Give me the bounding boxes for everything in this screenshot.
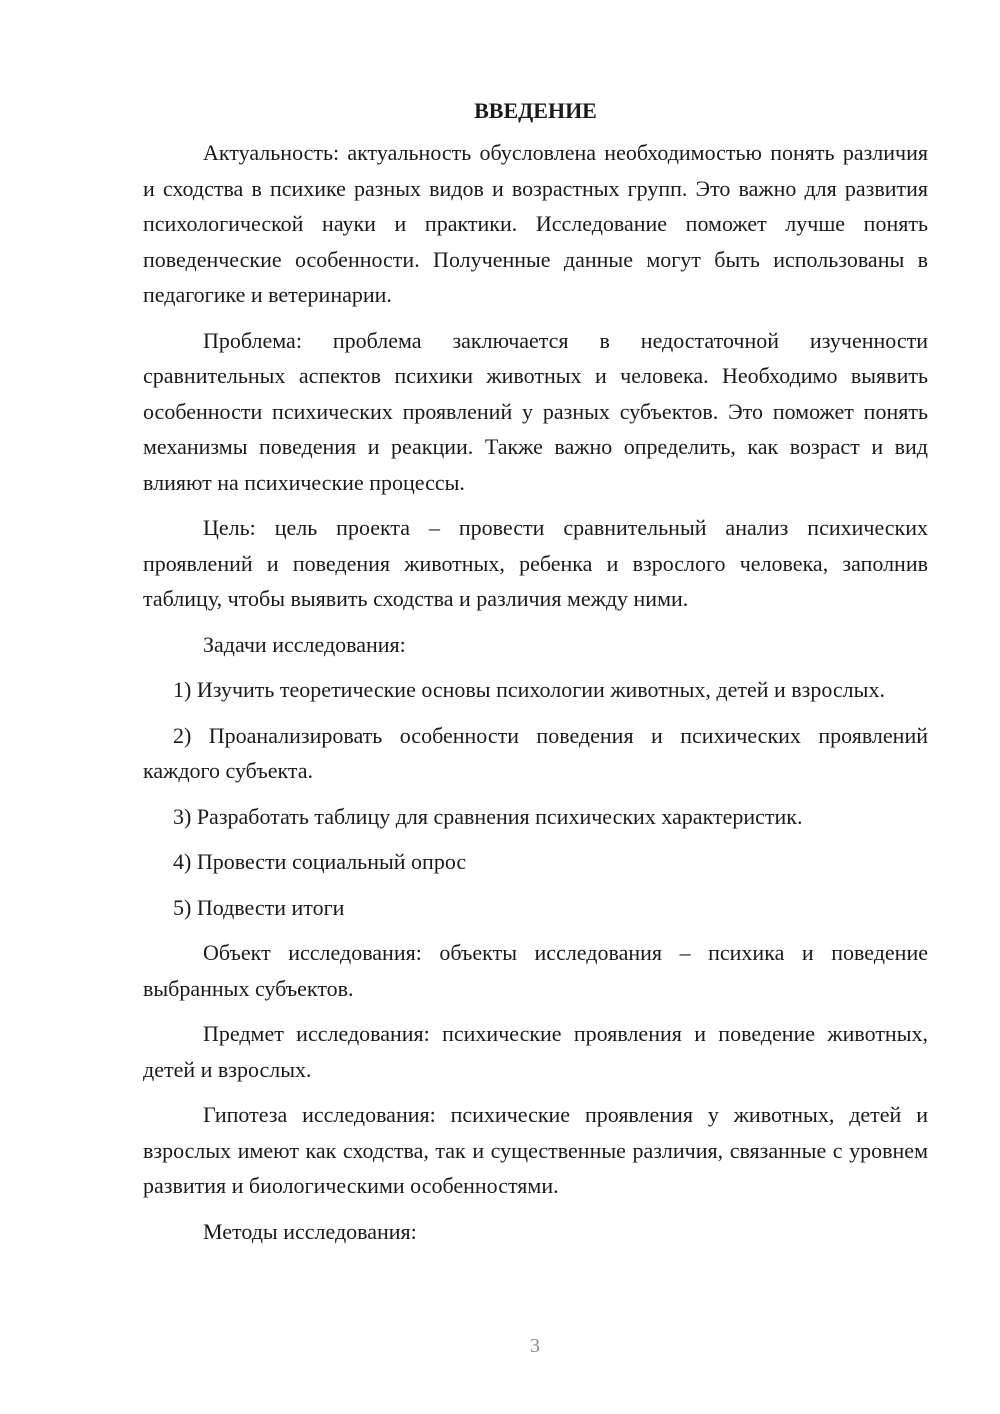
methods-label: Методы исследования: bbox=[203, 1218, 417, 1244]
object-paragraph: Объект исследования: объекты исследования – психика и поведение выбранных субъектов. bbox=[143, 940, 928, 1001]
tasks-label: Задачи исследования: bbox=[203, 631, 406, 657]
document-page bbox=[143, 93, 928, 1259]
problem-paragraph: Проблема: проблема заключается в недостаточной изученности сравнительных аспектов психики животных и человека. Необходимо выявить особенности психических проявлений у разных субъектов. Это поможет понять механизмы поведения и реакции. Также важно определить, как возраст и вид влияют на психические процессы. bbox=[143, 327, 928, 495]
page-title: ВВЕДЕНИЕ bbox=[474, 98, 597, 123]
page-number: 3 bbox=[530, 1335, 540, 1357]
subject-paragraph: Предмет исследования: психические проявления и поведение животных, детей и взрослых. bbox=[143, 1021, 928, 1082]
hypothesis-paragraph: Гипотеза исследования: психические проявления у животных, детей и взрослых имеют как сходства, так и существенные различия, связанные с уровнем развития и биологическими особенностями. bbox=[143, 1102, 928, 1198]
list-item: 1) Изучить теоретические основы психологии животных, детей и взрослых. bbox=[173, 677, 885, 702]
list-item: 4) Провести социальный опрос bbox=[173, 849, 467, 874]
list-item: 5) Подвести итоги bbox=[173, 894, 345, 920]
goal-paragraph: Цель: цель проекта – провести сравнительный анализ психических проявлений и поведения животных, ребенка и взрослого человека, заполнив таблицу, чтобы выявить сходства и различия между ними. bbox=[143, 515, 928, 611]
tasks-list bbox=[143, 672, 928, 925]
list-item: 2) Проанализировать особенности поведения и психических проявлений каждого субъекта. bbox=[143, 722, 928, 783]
list-item: 3) Разработать таблицу для сравнения психических характеристик. bbox=[173, 803, 803, 829]
relevance-paragraph: Актуальность: актуальность обусловлена необходимостью понять различия и сходства в психике разных видов и возрастных групп. Это важно для развития психологической науки и практики. Исследование поможет лучше понять поведенческие особенности. Полученные данные могут быть использованы в педагогике и ветеринарии. bbox=[143, 140, 928, 307]
